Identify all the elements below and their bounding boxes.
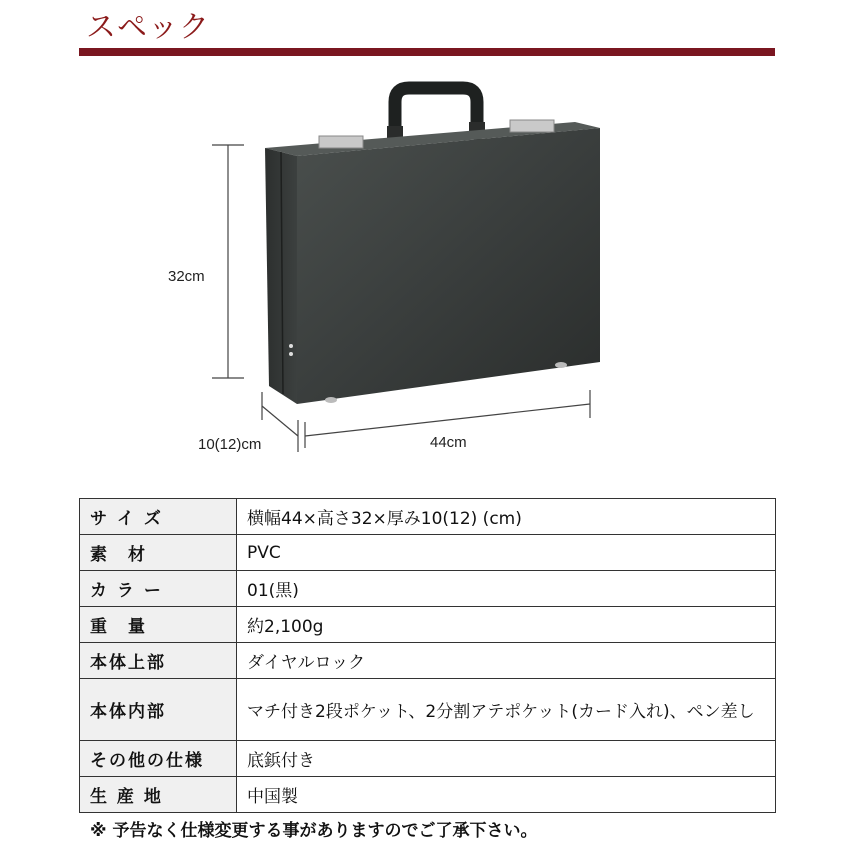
depth-label: 10(12)cm	[198, 436, 262, 453]
spec-key: 素 材	[80, 535, 237, 571]
spec-value: マチ付き2段ポケット、2分割アテポケット(カード入れ)、ペン差し	[237, 679, 776, 741]
spec-value: 中国製	[237, 777, 776, 813]
table-row	[80, 499, 776, 535]
spec-value: 約2,100g	[237, 607, 776, 643]
spec-value: 01(黒)	[237, 571, 776, 607]
table-row	[80, 535, 776, 571]
table-row	[80, 607, 776, 643]
spec-key: 生 産 地	[80, 777, 237, 813]
spec-key: カ ラ ー	[80, 571, 237, 607]
height-label: 32cm	[168, 268, 205, 285]
spec-key: その他の仕様	[80, 741, 237, 777]
table-row	[80, 643, 776, 679]
briefcase-image	[255, 80, 615, 410]
table-row	[80, 571, 776, 607]
table-row	[80, 679, 776, 741]
page-title: スペック	[86, 10, 210, 45]
disclaimer-note: ※ 予告なく仕様変更する事がありますのでご了承下さい。	[90, 821, 538, 841]
spec-value: 底鋲付き	[237, 741, 776, 777]
spec-key: 本体上部	[80, 643, 237, 679]
spec-key: 本体内部	[80, 679, 237, 741]
table-row	[80, 777, 776, 813]
spec-key: サ イ ズ	[80, 499, 237, 535]
spec-table	[79, 498, 776, 813]
table-row	[80, 741, 776, 777]
spec-value: 横幅44×高さ32×厚み10(12) (cm)	[237, 499, 776, 535]
width-label: 44cm	[430, 434, 467, 451]
spec-value: PVC	[237, 535, 776, 571]
spec-key: 重 量	[80, 607, 237, 643]
spec-value: ダイヤルロック	[237, 643, 776, 679]
